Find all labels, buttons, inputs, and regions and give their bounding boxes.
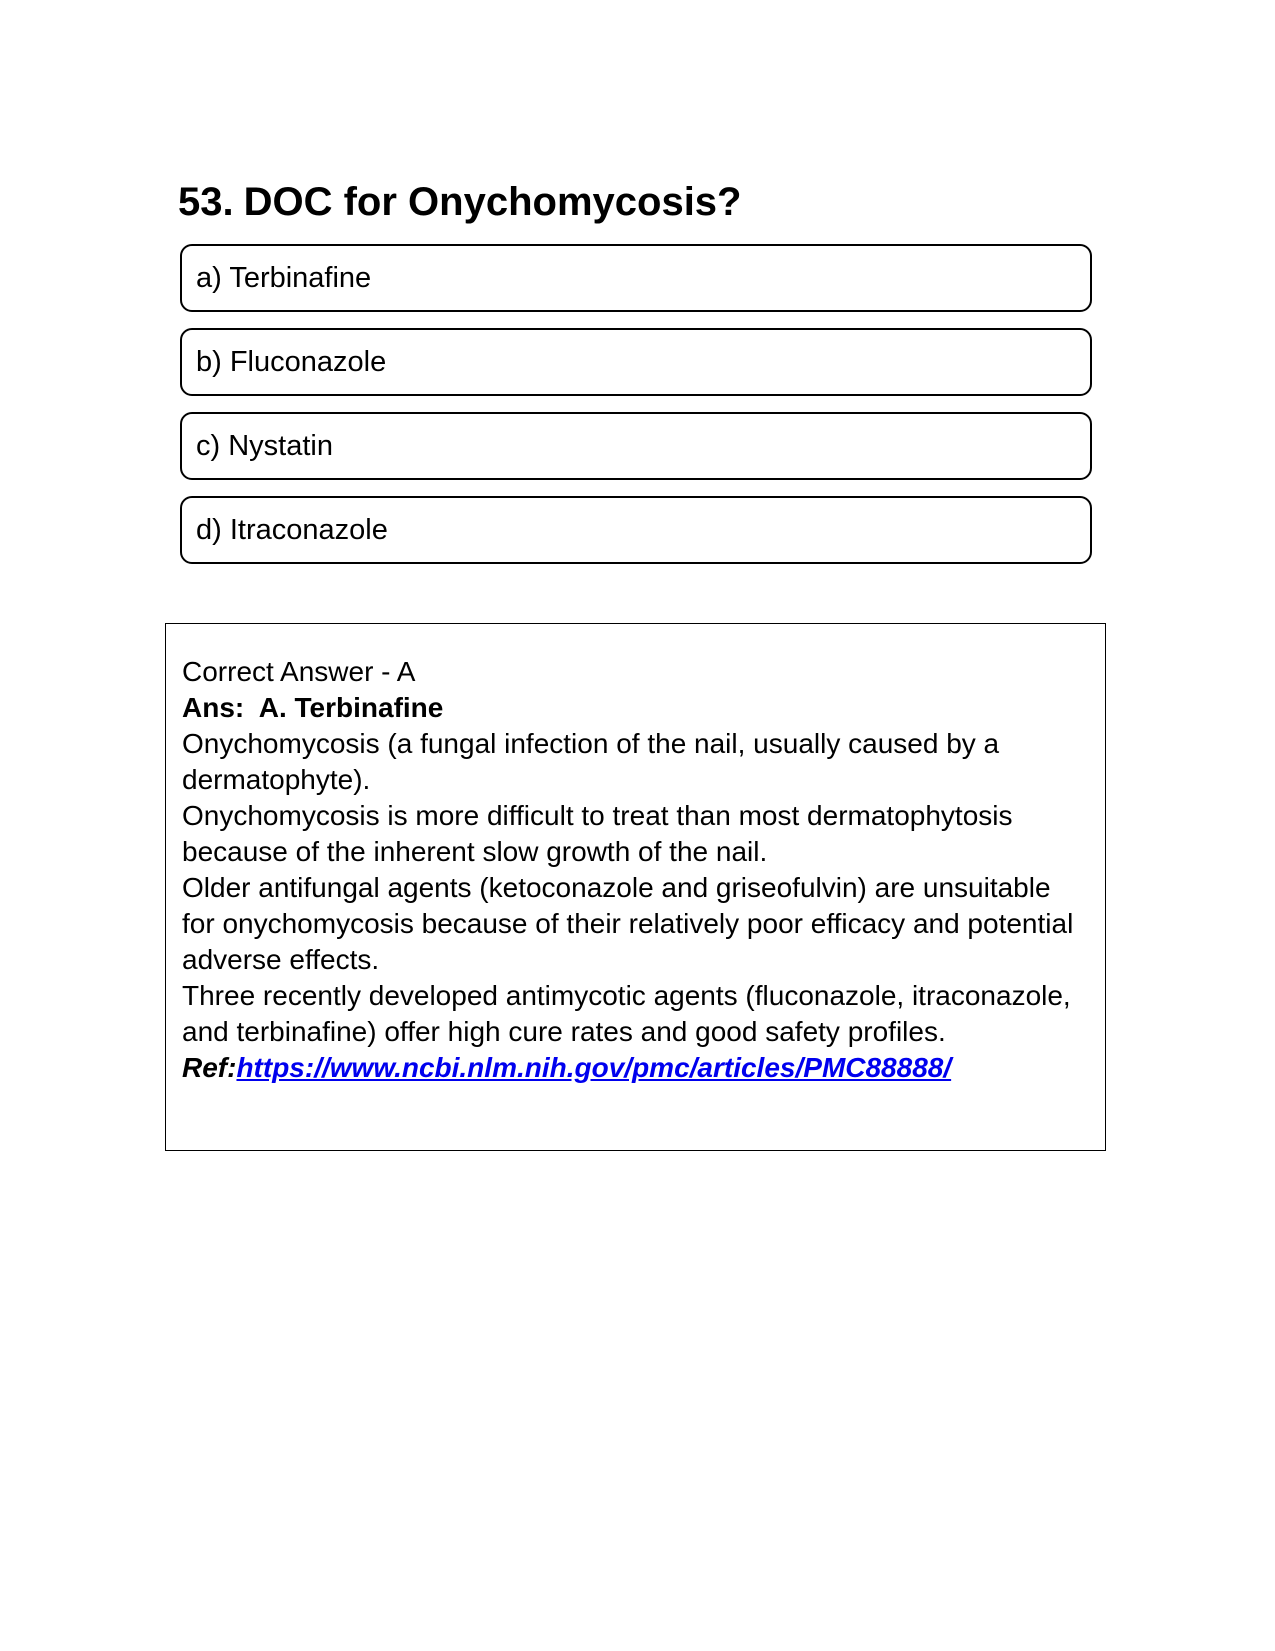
explanation-paragraph-2: Onychomycosis is more difficult to treat than most dermatophytosis because of the inherent slow growth of the nail. <box>182 800 1013 867</box>
reference-link[interactable]: https://www.ncbi.nlm.nih.gov/pmc/articles/PMC88888/ <box>236 1052 952 1083</box>
option-c[interactable]: c) Nystatin <box>180 412 1092 480</box>
question-number: 53. <box>178 180 234 224</box>
option-b[interactable]: b) Fluconazole <box>180 328 1092 396</box>
explanation-paragraph-3: Older antifungal agents (ketoconazole and griseofulvin) are unsuitable for onychomycosis because of their relatively poor efficacy and potential adverse effects. <box>182 872 1074 975</box>
reference-line <box>182 1050 1089 1086</box>
question-title <box>178 176 741 228</box>
correct-answer-line: Correct Answer - A <box>182 656 416 687</box>
options-list <box>180 244 1092 580</box>
explanation-paragraph-1: Onychomycosis (a fungal infection of the nail, usually caused by a dermatophyte). <box>182 728 1000 795</box>
option-d[interactable]: d) Itraconazole <box>180 496 1092 564</box>
question-text: DOC for Onychomycosis? <box>243 180 742 224</box>
reference-label: Ref: <box>182 1052 237 1083</box>
explanation-paragraph-4: Three recently developed antimycotic agents (fluconazole, itraconazole, and terbinafine) offer high cure rates and good safety profiles. <box>182 980 1071 1047</box>
answer-explanation-box <box>165 623 1106 1151</box>
option-a[interactable]: a) Terbinafine <box>180 244 1092 312</box>
answer-heading: Ans: A. Terbinafine <box>182 692 444 723</box>
